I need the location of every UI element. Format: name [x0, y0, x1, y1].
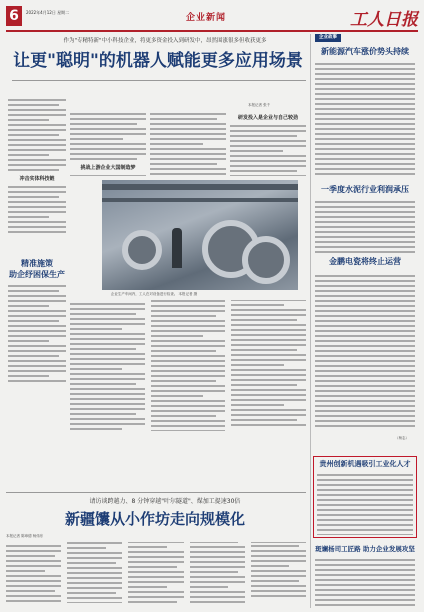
subhead: 研发投入是企业与自己较劲 — [237, 115, 298, 121]
editor-note: （杨志） — [395, 436, 409, 440]
article-column — [8, 96, 66, 246]
divider — [6, 492, 306, 493]
story-headline: 一季度水泥行业利润承压 — [321, 185, 409, 194]
story-text — [315, 556, 415, 606]
story-headline: 金鹏电瓷将终止运营 — [329, 257, 401, 266]
worker-figure — [172, 228, 182, 268]
photo-caption: 企业生产车间内，工人在对设备进行检查。 本报记者 摄 — [110, 292, 198, 296]
box-headline: 贵州创新机遇吸引工业化人才 — [319, 460, 411, 468]
second-kicker: 请访谈跨越力、8 分钟穿越"叶尔隧道"、煤加工提速30倍 — [89, 498, 241, 505]
right-column — [310, 34, 418, 608]
masthead-logo: 工人日报 — [350, 10, 418, 30]
page-number: 6 — [6, 6, 22, 26]
main-headline: 让更"聪明"的机器人赋能更多应用场景 — [13, 51, 303, 71]
subhead: 挑战上游企业大国制造梦 — [80, 165, 136, 171]
column-tag: 企业故事 — [315, 34, 341, 42]
second-headline: 新疆馕从小作坊走向规模化 — [64, 510, 245, 528]
main-kicker: 作为"专精特新"中小科技企业，将更多资金投入到研发中，昂然围涨很多但收获更多 — [63, 38, 267, 44]
section-title: 企业新闻 — [186, 13, 227, 23]
highlighted-story-box — [313, 456, 417, 538]
story-text — [315, 272, 415, 432]
factory-photo — [102, 180, 298, 290]
story-text — [317, 471, 413, 535]
story-text — [315, 60, 415, 178]
divider — [12, 80, 306, 81]
second-byline: 本报记者 陈章德 杨伟东 — [6, 534, 44, 538]
page-header — [6, 4, 418, 32]
article-column — [6, 542, 306, 608]
side-feature-title: 精准施策 助企纾困保生产 — [9, 259, 65, 279]
article-column — [70, 300, 306, 490]
story-text — [315, 198, 415, 254]
main-byline: 本报记者 张千 — [248, 103, 271, 107]
story-headline: 新能源汽车涨价势头持续 — [321, 47, 409, 56]
subhead: 冲击实体科技链 — [19, 176, 55, 182]
issue-date: 2022年4月12日 星期二 — [26, 10, 70, 15]
article-column — [8, 282, 66, 488]
article-column — [230, 110, 306, 176]
article-column — [150, 110, 226, 176]
article-column — [70, 110, 146, 176]
story-headline: 斑斓杨司工匠路 助力企业发展攻坚 — [315, 545, 415, 553]
